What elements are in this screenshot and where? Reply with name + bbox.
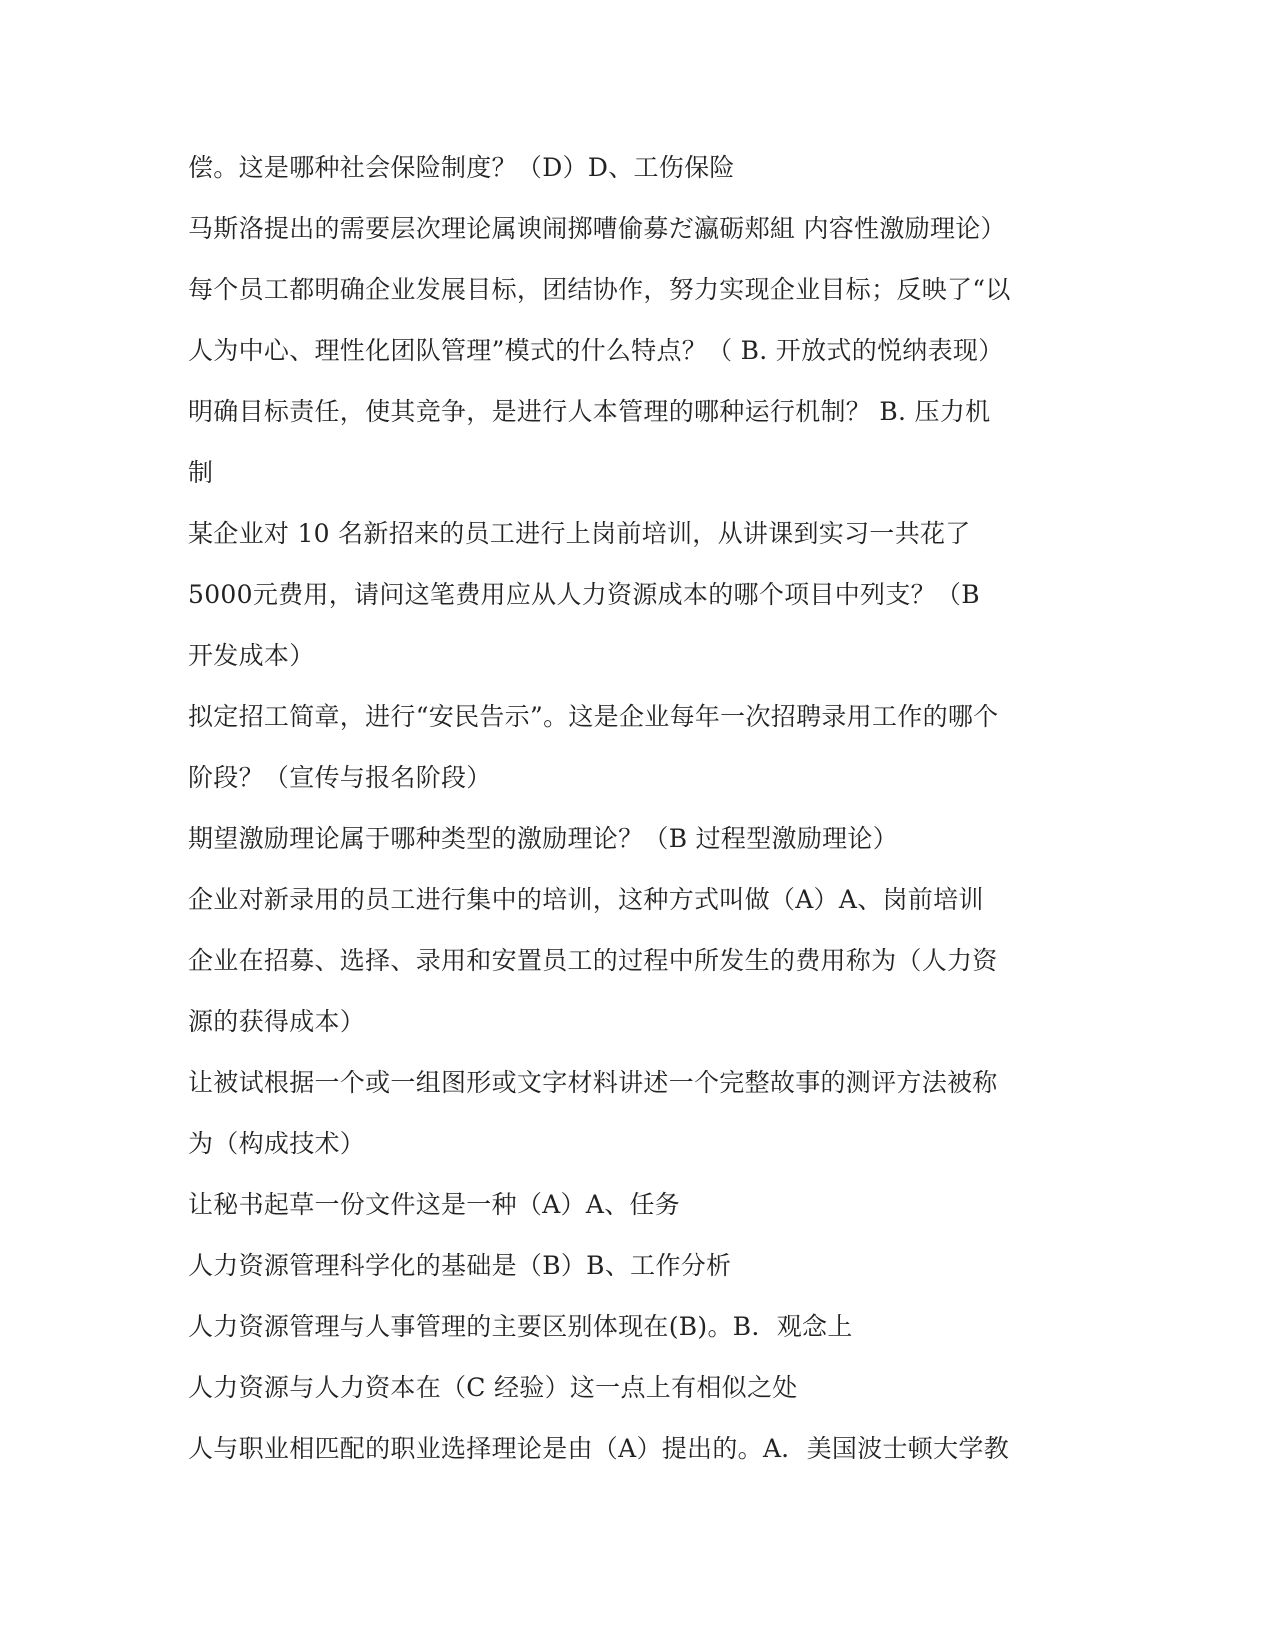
text-line: 明确目标责任，使其竞争，是进行人本管理的哪种运行机制？ B. 压力机	[188, 397, 991, 426]
text-line: 偿。这是哪种社会保险制度？（D）D、工伤保险	[188, 153, 735, 182]
text-line: 马斯洛提出的需要层次理论属谀闹掷嘈偷募だ瀛砺郏組 内容性激励理论）	[188, 214, 1006, 243]
text-line: 人力资源管理科学化的基础是（B）B、工作分析	[188, 1251, 732, 1280]
text-line: 开发成本）	[188, 641, 315, 670]
text-line: 某企业对 10 名新招来的员工进行上岗前培训，从讲课到实习一共花了	[188, 519, 971, 548]
text-line: 让秘书起草一份文件这是一种（A）A、任务	[188, 1190, 681, 1219]
text-line: 为（构成技术）	[188, 1129, 366, 1158]
text-line: 企业在招募、选择、录用和安置员工的过程中所发生的费用称为（人力资	[188, 946, 998, 975]
text-line: 人与职业相匹配的职业选择理论是由（A）提出的。A．美国波士顿大学教	[188, 1434, 1010, 1463]
text-line: 企业对新录用的员工进行集中的培训，这种方式叫做（A）A、岗前培训	[188, 885, 984, 914]
text-line: 5000元费用，请问这笔费用应从人力资源成本的哪个项目中列支？（B	[188, 580, 980, 609]
text-line: 人力资源与人力资本在（C 经验）这一点上有相似之处	[188, 1373, 798, 1402]
text-line: 阶段？（宣传与报名阶段）	[188, 763, 492, 792]
text-line: 人力资源管理与人事管理的主要区别体现在(B)。B．观念上	[188, 1312, 853, 1341]
document-body	[188, 142, 1011, 1484]
text-line: 每个员工都明确企业发展目标，团结协作，努力实现企业目标；反映了“以	[188, 275, 1011, 304]
text-line: 期望激励理论属于哪种类型的激励理论？（B 过程型激励理论）	[188, 824, 899, 853]
text-line: 让被试根据一个或一组图形或文字材料讲述一个完整故事的测评方法被称	[188, 1068, 998, 1097]
text-line: 拟定招工简章，进行“安民告示”。这是企业每年一次招聘录用工作的哪个	[188, 702, 999, 731]
text-line: 源的获得成本）	[188, 1007, 366, 1036]
text-line: 制	[188, 458, 214, 487]
text-line: 人为中心、理性化团队管理”模式的什么特点？（ B. 开放式的悦纳表现）	[188, 336, 1004, 365]
